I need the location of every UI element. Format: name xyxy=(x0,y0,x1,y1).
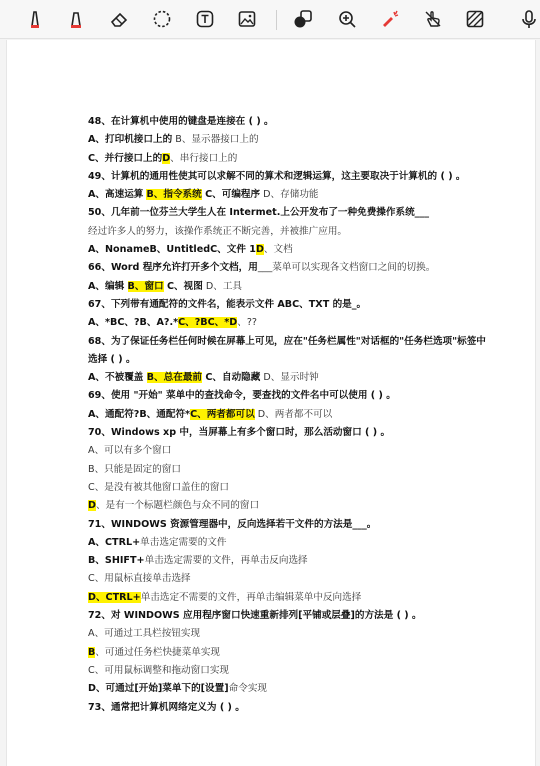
question-70: 70、Windows xp 中，当屏幕上有多个窗口时，那么活动窗口 ( ) 。 xyxy=(88,427,391,439)
option-a: A、高速运算 xyxy=(88,189,144,201)
option-b-text: 、可通过任务栏快捷菜单实现 xyxy=(95,646,221,658)
microphone-icon[interactable] xyxy=(516,6,540,32)
question-73: 73、通常把计算机网络定义为 ( ) 。 xyxy=(88,701,245,713)
option-d: 、?? xyxy=(237,317,258,329)
option-c: C、视图 xyxy=(163,280,203,292)
options-abc: A、NonameB、UntitledC、文件 1 xyxy=(88,244,256,256)
option-c: C、可编程序 xyxy=(201,189,261,201)
option-d-text: 单击选定不需要的文件，再单击编辑菜单中反向选择 xyxy=(140,591,362,603)
answer-highlight: B、总在最前 xyxy=(146,372,203,384)
question-48-options-cd xyxy=(88,150,488,168)
answer-highlight: B、指令系统 xyxy=(146,189,202,201)
image-icon[interactable] xyxy=(234,6,260,32)
toolbar-divider xyxy=(276,10,277,30)
question-48-options-ab xyxy=(88,131,488,149)
answer-highlight: B xyxy=(88,646,96,658)
option-d: D、显示时钟 xyxy=(260,372,319,384)
option-b xyxy=(88,644,488,662)
question-71: 71、WINDOWS 资源管理器中，反向选择若干文件的方法是___。 xyxy=(88,518,377,530)
question-66 xyxy=(88,259,488,277)
option-c: C、用鼠标直接单击选择 xyxy=(88,573,191,585)
answer-highlight: D、CTRL+ xyxy=(88,591,141,603)
option-a: A、可以有多个窗口 xyxy=(88,445,172,457)
answer-highlight: D xyxy=(255,244,264,256)
option-b xyxy=(88,552,488,570)
option-d-key: D、可通过[开始]菜单下的[设置] xyxy=(88,683,229,695)
eraser-icon[interactable] xyxy=(106,6,132,32)
lasso-icon[interactable] xyxy=(149,6,175,32)
text-box-icon[interactable] xyxy=(192,6,218,32)
option-b-text: 单击选定需要的文件，再单击反向选择 xyxy=(144,555,308,567)
question-67: 67、下列带有通配符的文件名，能表示文件 ABC、TXT 的是_。 xyxy=(88,298,367,310)
hatch-pattern-icon[interactable] xyxy=(462,6,488,32)
question-49-options xyxy=(88,186,488,204)
question-69-options xyxy=(88,406,488,424)
option-d xyxy=(88,680,488,698)
answer-highlight: C、?BC、*D xyxy=(178,317,238,329)
option-d-text: 命令实现 xyxy=(228,683,268,695)
options-ab: A、通配符?B、通配符* xyxy=(88,408,191,420)
question-68: 68、为了保证任务栏任何时候在屏幕上可见，应在"任务栏属性"对话框的"任务栏选项"标签中选择 ( ) 。 xyxy=(88,335,486,365)
answer-highlight: D xyxy=(88,500,96,512)
zoom-icon[interactable] xyxy=(334,6,360,32)
option-c: C、是没有被其他窗口盖住的窗口 xyxy=(88,481,230,493)
question-69: 69、使用 "开始" 菜单中的查找命令，要查找的文件名中可以使用 ( ) 。 xyxy=(88,390,396,402)
answer-highlight: D xyxy=(162,152,171,164)
option-a: A、可通过工具栏按钮实现 xyxy=(88,628,201,640)
question-67-options xyxy=(88,314,488,332)
option-d: D、两者都不可以 xyxy=(254,408,333,420)
question-50: 50、几年前一位芬兰大学生人在 Intermet.上公开发布了一种免费操作系统___ xyxy=(88,207,430,219)
question-48: 48、在计算机中使用的键盘是连接在 ( ) 。 xyxy=(88,116,274,127)
option-d xyxy=(88,589,488,607)
answer-highlight: C、两者都可以 xyxy=(190,408,255,420)
touch-writing-icon[interactable] xyxy=(420,6,446,32)
option-d: D、工具 xyxy=(202,280,243,292)
question-50-description: 经过许多人的努力，该操作系统正不断完善，并被推广应用。 xyxy=(88,225,348,237)
option-b: B、只能是固定的窗口 xyxy=(88,463,181,475)
question-49: 49、计算机的通用性使其可以求解不同的算术和逻辑运算，这主要取决于计算机的 ( ) 。 xyxy=(88,170,466,182)
option-b: B、显示器接口上的 xyxy=(172,134,259,146)
question-list xyxy=(88,113,488,717)
option-a-text: 单击选定需要的文件 xyxy=(140,536,227,548)
option-a: A、编辑 xyxy=(88,280,128,292)
option-b-key: B、SHIFT+ xyxy=(88,555,145,567)
option-d xyxy=(88,497,488,515)
question-66-options xyxy=(88,278,488,296)
question-66-tail: ___菜单可以实现各文档窗口之间的切换。 xyxy=(257,262,436,274)
option-a xyxy=(88,534,488,552)
option-c: C、并行接口上的 xyxy=(88,152,163,164)
shapes-icon[interactable] xyxy=(290,6,316,32)
option-d-text: 、是有一个标题栏颜色与众不同的窗口 xyxy=(95,500,260,512)
question-72: 72、对 WINDOWS 应用程序窗口快速重新排列[平铺或层叠]的方法是 ( ) 。 xyxy=(88,610,422,622)
option-d: D、存储功能 xyxy=(260,189,319,201)
question-68-options xyxy=(88,369,488,387)
annotation-toolbar xyxy=(0,0,540,39)
option-d: 、文档 xyxy=(263,244,293,256)
question-66-head: 66、Word 程序允许打开多个文档，用 xyxy=(88,262,258,274)
laser-pointer-icon[interactable] xyxy=(377,6,403,32)
answer-highlight: B、窗口 xyxy=(127,280,164,292)
question-50-options xyxy=(88,241,488,259)
pen-icon[interactable] xyxy=(22,6,48,32)
option-a: A、不被覆盖 xyxy=(88,372,147,384)
option-a-key: A、CTRL+ xyxy=(88,536,141,548)
option-d: 、串行接口上的 xyxy=(170,152,238,164)
marker-icon[interactable] xyxy=(63,6,89,32)
option-c: C、可用鼠标调整和拖动窗口实现 xyxy=(88,664,230,676)
options-ab: A、*BC、?B、A?.* xyxy=(88,317,179,329)
option-a: A、打印机接口上的 xyxy=(88,134,173,146)
option-c: C、自动隐藏 xyxy=(202,372,261,384)
